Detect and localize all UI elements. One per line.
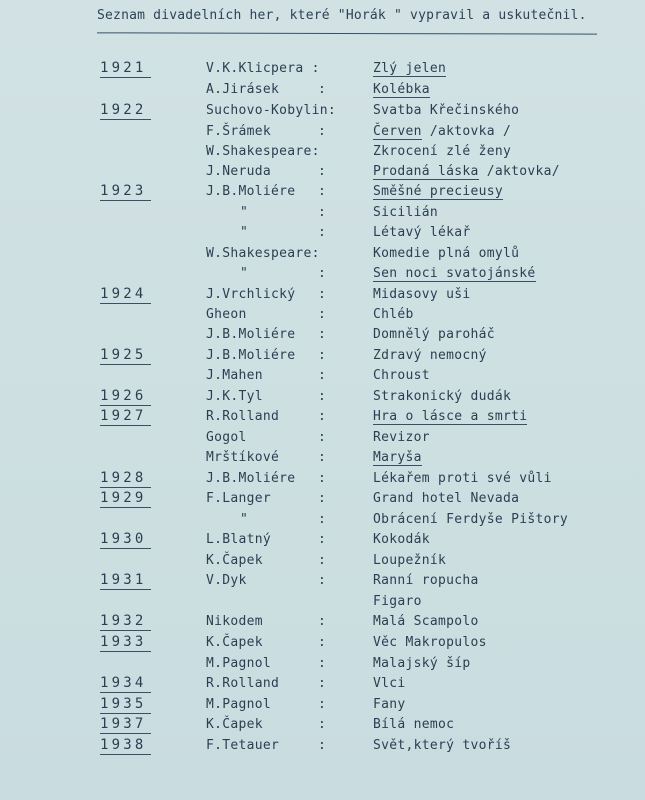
separator-colon: : xyxy=(318,471,326,486)
play-title xyxy=(373,633,487,653)
separator-colon: : xyxy=(318,327,326,342)
play-title-underlined: Směšné precieusy xyxy=(373,184,504,199)
play-title xyxy=(373,592,422,612)
play-title-underlined: Zlý jelen xyxy=(373,61,447,76)
play-title xyxy=(373,203,438,223)
author-cell: J.Neruda xyxy=(206,164,272,179)
play-title xyxy=(373,59,446,79)
author-cell: Gogol xyxy=(206,430,247,445)
play-title xyxy=(373,80,430,100)
year-cell: 1933 xyxy=(100,633,151,652)
play-title-text: Lékařem proti své vůli xyxy=(373,471,552,486)
year-cell: 1932 xyxy=(100,612,151,631)
separator-colon: : xyxy=(318,512,326,527)
author-cell: J.B.Moliére xyxy=(206,327,296,342)
list-item xyxy=(0,101,645,121)
list-item xyxy=(0,285,645,305)
list-item xyxy=(0,489,645,509)
play-title-text: Kokodák xyxy=(373,532,430,547)
list-item xyxy=(0,510,645,530)
play-title-text: Bílá nemoc xyxy=(373,717,455,732)
separator-colon: : xyxy=(318,266,326,281)
play-title xyxy=(373,162,560,182)
separator-colon: : xyxy=(318,717,326,732)
play-title xyxy=(373,346,487,366)
play-title xyxy=(373,448,422,468)
separator-colon: : xyxy=(318,635,326,650)
author-cell: " xyxy=(240,266,249,281)
list-item xyxy=(0,203,645,223)
separator-colon: : xyxy=(318,307,326,322)
separator-colon: : xyxy=(318,225,326,240)
play-title-underlined: Kolébka xyxy=(373,82,430,97)
list-item xyxy=(0,80,645,100)
play-title xyxy=(373,264,536,284)
list-item xyxy=(0,674,645,694)
separator-colon: : xyxy=(318,368,326,383)
play-title-underlined: Hra o lásce a smrti xyxy=(373,409,528,424)
list-item xyxy=(0,469,645,489)
author-cell: " xyxy=(240,205,249,220)
year-cell: 1937 xyxy=(100,715,151,734)
list-item xyxy=(0,387,645,407)
separator-colon: : xyxy=(318,164,326,179)
separator-colon: : xyxy=(318,656,326,671)
list-item xyxy=(0,571,645,591)
author-cell: F.Langer xyxy=(206,491,272,506)
play-title-text: Létavý lékař xyxy=(373,225,471,240)
list-item xyxy=(0,695,645,715)
year-cell: 1928 xyxy=(100,469,151,488)
year-cell: 1935 xyxy=(100,695,151,714)
play-title-text: Svatba Křečinského xyxy=(373,103,520,118)
separator-colon: : xyxy=(318,409,326,424)
separator-colon: : xyxy=(318,676,326,691)
play-title xyxy=(373,142,511,162)
play-title-text: Sicilián xyxy=(373,205,439,220)
separator-colon: : xyxy=(318,532,326,547)
list-item xyxy=(0,223,645,243)
play-title-text: Revizor xyxy=(373,430,430,445)
list-item xyxy=(0,592,645,612)
play-title xyxy=(373,305,414,325)
separator-colon: : xyxy=(318,614,326,629)
play-title-text: Věc Makropulos xyxy=(373,635,487,650)
play-title-text: Zdravý nemocný xyxy=(373,348,487,363)
separator-colon: : xyxy=(318,491,326,506)
list-item xyxy=(0,182,645,202)
play-title-text: Malá Scampolo xyxy=(373,614,479,629)
play-title xyxy=(373,325,495,345)
play-title xyxy=(373,695,406,715)
play-title xyxy=(373,223,471,243)
separator-colon: : xyxy=(318,287,326,302)
list-item xyxy=(0,715,645,735)
play-title-text: Obrácení Ferdyše Pištory xyxy=(373,512,569,527)
list-item xyxy=(0,654,645,674)
play-title-text: /aktovka / xyxy=(421,124,512,139)
separator-colon: : xyxy=(318,450,326,465)
author-cell: W.Shakespeare: xyxy=(206,246,320,261)
play-title-text: Vlci xyxy=(373,676,406,691)
year-cell: 1934 xyxy=(100,674,151,693)
list-item xyxy=(0,142,645,162)
author-cell: M.Pagnol xyxy=(206,656,272,671)
play-title xyxy=(373,182,503,202)
play-title xyxy=(373,674,406,694)
play-title-text: Malajský šíp xyxy=(373,656,471,671)
play-title xyxy=(373,469,552,489)
play-title-text: Fany xyxy=(373,697,406,712)
play-title-underlined: Prodaná láska xyxy=(373,164,479,179)
list-item xyxy=(0,736,645,756)
list-item xyxy=(0,612,645,632)
play-title xyxy=(373,428,430,448)
play-title xyxy=(373,122,511,142)
separator-colon: : xyxy=(318,348,326,363)
list-item xyxy=(0,407,645,427)
separator-colon: : xyxy=(318,82,326,97)
list-item xyxy=(0,428,645,448)
separator-colon: : xyxy=(318,124,326,139)
play-title-text: Figaro xyxy=(373,594,422,609)
author-cell: J.K.Tyl xyxy=(206,389,263,404)
author-cell: F.Tetauer xyxy=(206,738,280,753)
year-cell: 1926 xyxy=(100,387,151,406)
separator-colon: : xyxy=(318,184,326,199)
list-item xyxy=(0,244,645,264)
play-title xyxy=(373,285,471,305)
year-cell: 1938 xyxy=(100,736,151,755)
play-title xyxy=(373,366,430,386)
author-cell: A.Jirásek xyxy=(206,82,280,97)
year-cell: 1927 xyxy=(100,407,151,426)
list-item xyxy=(0,59,645,79)
list-item xyxy=(0,325,645,345)
author-cell: K.Čapek xyxy=(206,553,263,568)
list-item xyxy=(0,633,645,653)
year-cell: 1921 xyxy=(100,59,151,78)
play-title xyxy=(373,551,446,571)
author-cell: " xyxy=(240,512,249,527)
author-cell: F.Šrámek xyxy=(206,124,272,139)
author-cell: Gheon xyxy=(206,307,247,322)
year-cell: 1929 xyxy=(100,489,151,508)
author-cell: J.B.Moliére xyxy=(206,471,296,486)
author-cell: Mrštíkové xyxy=(206,450,280,465)
year-cell: 1924 xyxy=(100,285,151,304)
separator-colon: : xyxy=(318,553,326,568)
year-cell: 1923 xyxy=(100,182,151,201)
separator-colon: : xyxy=(318,389,326,404)
separator-colon: : xyxy=(318,697,326,712)
list-item xyxy=(0,448,645,468)
play-title-text: Ranní ropucha xyxy=(373,573,479,588)
author-cell: V.K.Klicpera : xyxy=(206,61,320,76)
list-item xyxy=(0,122,645,142)
play-title xyxy=(373,101,519,121)
play-title xyxy=(373,510,568,530)
list-item xyxy=(0,530,645,550)
list-item xyxy=(0,305,645,325)
author-cell: J.Vrchlický xyxy=(206,287,296,302)
play-title xyxy=(373,407,527,427)
list-item xyxy=(0,264,645,284)
play-title-underlined: Maryša xyxy=(373,450,422,465)
separator-colon: : xyxy=(318,205,326,220)
list-item xyxy=(0,346,645,366)
separator-colon: : xyxy=(318,738,326,753)
author-cell: J.Mahen xyxy=(206,368,263,383)
document-title: Seznam divadelních her, které "Horák " vypravil a uskutečnil. xyxy=(97,8,587,23)
play-title-underlined: Červen xyxy=(373,124,422,139)
separator-colon: : xyxy=(318,573,326,588)
author-cell: Nikodem xyxy=(206,614,263,629)
year-cell: 1930 xyxy=(100,530,151,549)
play-title-underlined: Sen noci svatojánské xyxy=(373,266,536,281)
play-title-text: Strakonický dudák xyxy=(373,389,512,404)
play-title-text: Loupežník xyxy=(373,553,447,568)
list-item xyxy=(0,551,645,571)
author-cell: L.Blatný xyxy=(206,532,272,547)
play-title xyxy=(373,612,479,632)
play-title xyxy=(373,654,471,674)
author-cell: R.Rolland xyxy=(206,676,280,691)
author-cell: J.B.Moliére xyxy=(206,348,296,363)
list-item xyxy=(0,366,645,386)
author-cell: J.B.Moliére xyxy=(206,184,296,199)
author-cell: K.Čapek xyxy=(206,635,263,650)
play-title-text: Svět,který tvoříš xyxy=(373,738,512,753)
play-title-text: Grand hotel Nevada xyxy=(373,491,520,506)
play-title xyxy=(373,736,511,756)
year-cell: 1925 xyxy=(100,346,151,365)
separator-colon: : xyxy=(318,430,326,445)
author-cell: V.Dyk xyxy=(206,573,247,588)
list-item xyxy=(0,162,645,182)
author-cell: " xyxy=(240,225,249,240)
play-title-text: Domnělý paroháč xyxy=(373,327,495,342)
year-cell: 1931 xyxy=(100,571,151,590)
play-title-text: Komedie plná omylů xyxy=(373,246,520,261)
play-title xyxy=(373,489,519,509)
play-title-text: Chroust xyxy=(373,368,430,383)
author-cell: W.Shakespeare: xyxy=(206,144,320,159)
play-title xyxy=(373,530,430,550)
year-cell: 1922 xyxy=(100,101,151,120)
author-cell: K.Čapek xyxy=(206,717,263,732)
title-underline xyxy=(97,32,597,34)
author-cell: M.Pagnol xyxy=(206,697,272,712)
play-title xyxy=(373,715,454,735)
play-title xyxy=(373,244,519,264)
author-cell: Suchovo-Kobylin: xyxy=(206,103,337,118)
author-cell: R.Rolland xyxy=(206,409,280,424)
play-title-text: Chléb xyxy=(373,307,414,322)
play-title-text: Midasovy uši xyxy=(373,287,471,302)
play-title xyxy=(373,387,511,407)
play-title-text: /aktovka/ xyxy=(478,164,560,179)
play-title xyxy=(373,571,479,591)
play-title-text: Zkrocení zlé ženy xyxy=(373,144,512,159)
